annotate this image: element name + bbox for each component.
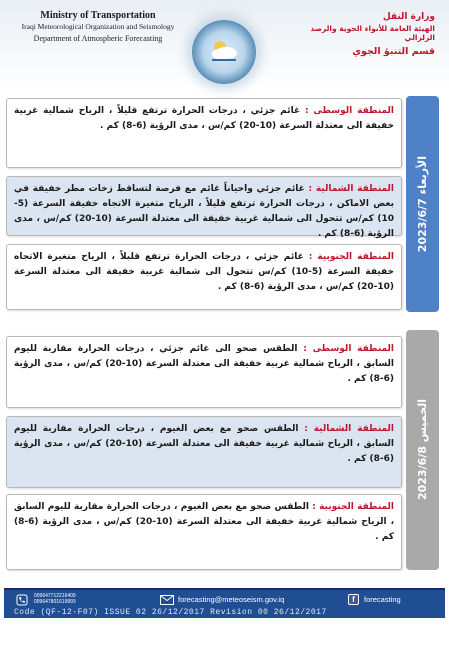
region-name: المنطقة الوسطى : [304, 106, 394, 116]
region-name: المنطقة الشمالية : [308, 184, 394, 194]
header [0, 0, 449, 90]
document-code: Code (QF-12-F07) ISSUE 02 26/12/2017 Revision 00 26/12/2017 [14, 608, 327, 617]
day-label-thursday [406, 330, 439, 570]
department-name-en: Department of Atmospheric Forecasting [33, 34, 163, 43]
phone-number: 009647801619993 [34, 599, 76, 605]
day-label-text: الأربعاء 2023/6/7 [416, 155, 429, 253]
organization-name-en: Iraqi Meteorological Organization and Seismology [21, 22, 175, 31]
department-name-ar: قسم التنبؤ الجوي [352, 46, 435, 57]
footer [4, 588, 445, 618]
region-forecast: الطقس صحو الى غائم جزئي ، درجات الحرارة مقاربة لليوم السابق ، الرياح شمالية غربية خفيفة الى معتدلة السرعة (10-20) كم/س ، مدى الرؤية (6-8) كم . [14, 344, 395, 384]
region-forecast: غائم جزئي واحياناً غائم مع فرصة لتساقط زخات مطر خفيفة في بعض الاماكن ، درجات الحرارة ترتفع قليلاً ، الرياح متغيرة الاتجاه خفيفة السرعة (5-10) كم/س تتحول الى شمالية غربية خفيفة الى معتدلة السرعة (10-20) كم/س ، مدى الرؤية (6-8) كم . [14, 184, 395, 239]
day-label-wednesday [406, 96, 439, 312]
header-arabic [285, 12, 435, 57]
region-name: المنطقة الجنوبية : [308, 252, 394, 262]
facebook-icon: f [348, 594, 359, 605]
forecast-day1-south [6, 244, 402, 310]
forecast-day1-north [6, 176, 402, 239]
cloud-sun-icon [208, 38, 240, 64]
region-forecast: الطقس صحو مع بعض الغيوم ، درجات الحرارة مقاربة لليوم السابق ، الرياح شمالية غربية خفيفة الى معتدلة السرعة (10-20) كم/س ، مدى الرؤية (6-8) كم . [14, 424, 395, 464]
email-link[interactable]: forecasting@meteoseism.gov.iq [178, 595, 285, 604]
region-forecast: غائم جزئي ، درجات الحرارة ترتفع قليلاً ، الرياح شمالية غربية خفيفة الى معتدلة السرعة (10-20) كم/س ، مدى الرؤية (6-8) كم . [14, 106, 394, 131]
forecast-day2-north [6, 416, 402, 488]
forecast-day2-central [6, 336, 402, 408]
mail-icon [160, 595, 174, 605]
region-name: المنطقة الجنوبية : [312, 502, 394, 512]
ministry-name-ar: وزارة النقل [382, 12, 435, 22]
region-name: المنطقة الشمالية : [304, 424, 394, 434]
day-label-text: الخميس 2023/6/8 [416, 399, 429, 501]
organization-name-ar: الهيئة العامة للأنواء الجوية والرصد الزلزالي [310, 24, 435, 42]
header-english [8, 10, 188, 43]
region-name: المنطقة الوسطى : [303, 344, 394, 354]
region-forecast: الطقس صحو مع بعض الغيوم ، درجات الحرارة مقاربة لليوم السابق ، الرياح شمالية غربية خفيفة الى معتدلة السرعة (10-20) كم/س ، مدى الرؤية (6-8) كم . [14, 502, 395, 542]
phone-numbers [34, 593, 76, 605]
phone-number: 009647712216409 [34, 593, 76, 599]
ministry-name-en: Ministry of Transportation [40, 10, 156, 21]
forecast-day2-south [6, 494, 402, 570]
forecast-day1-central [6, 98, 402, 168]
meteorological-logo [192, 20, 256, 84]
region-forecast: غائم جزئي ، درجات الحرارة ترتفع قليلاً ، الرياح متغيرة الاتجاه خفيفة السرعة (5-10) كم/س تتحول الى شمالية غربية خفيفة الى معتدلة السرعة (10-20) كم/س ، مدى الرؤية (6-8) كم . [14, 252, 394, 292]
facebook-link[interactable]: forecasting [364, 595, 401, 604]
phone-icon [16, 594, 28, 606]
